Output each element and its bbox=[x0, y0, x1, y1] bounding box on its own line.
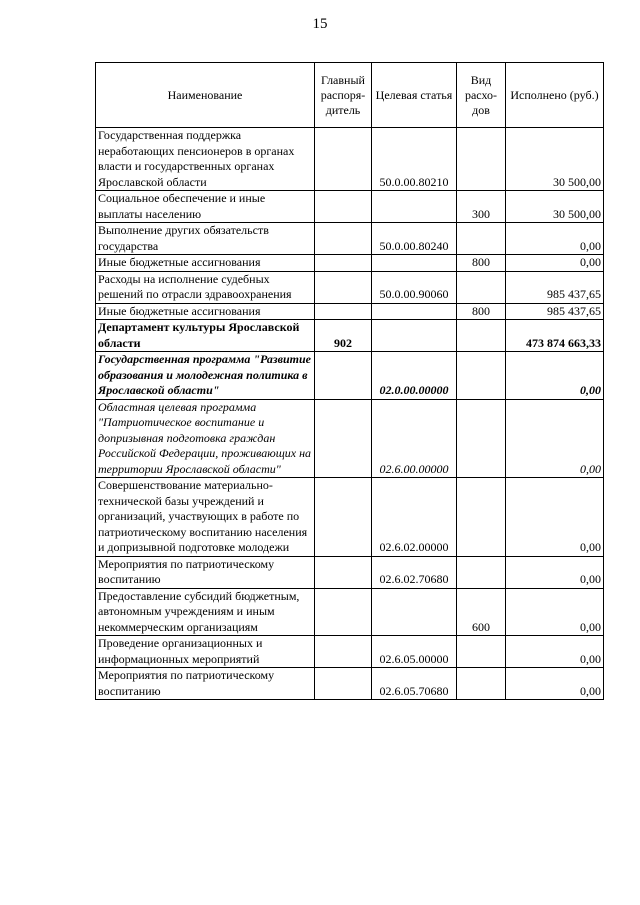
row-name: Проведение организационных и информационных мероприятий bbox=[96, 636, 315, 668]
row-admin bbox=[315, 255, 372, 272]
row-name: Департамент культуры Ярославской области bbox=[96, 320, 315, 352]
table-row bbox=[96, 588, 604, 636]
row-article: 02.0.00.00000 bbox=[372, 352, 457, 400]
row-article bbox=[372, 303, 457, 320]
row-name: Мероприятия по патриотическому воспитанию bbox=[96, 556, 315, 588]
table-row bbox=[96, 271, 604, 303]
table-row bbox=[96, 478, 604, 557]
page-number: 15 bbox=[312, 16, 328, 32]
table-row bbox=[96, 191, 604, 223]
row-amount: 0,00 bbox=[506, 636, 604, 668]
row-type bbox=[457, 636, 506, 668]
row-amount: 0,00 bbox=[506, 556, 604, 588]
table-row bbox=[96, 255, 604, 272]
header-type: Вид расхо-дов bbox=[457, 63, 506, 128]
table-header-row bbox=[96, 63, 604, 128]
row-article: 50.0.00.80240 bbox=[372, 223, 457, 255]
row-article: 02.6.00.00000 bbox=[372, 399, 457, 478]
row-admin bbox=[315, 271, 372, 303]
header-name: Наименование bbox=[96, 63, 315, 128]
table-row bbox=[96, 128, 604, 191]
row-name: Иные бюджетные ассигнования bbox=[96, 303, 315, 320]
row-amount: 0,00 bbox=[506, 668, 604, 700]
row-name: Совершенствование материально-технической базы учреждений и организаций, участвующих в работе по патриотическому воспитанию населения и допризывной подготовке молодежи bbox=[96, 478, 315, 557]
row-admin bbox=[315, 478, 372, 557]
row-name: Областная целевая программа "Патриотическое воспитание и допризывная подготовка граждан Российской Федерации, проживающих на территории Ярославской области" bbox=[96, 399, 315, 478]
row-type: 800 bbox=[457, 303, 506, 320]
row-admin bbox=[315, 399, 372, 478]
row-amount: 0,00 bbox=[506, 352, 604, 400]
row-article: 02.6.05.00000 bbox=[372, 636, 457, 668]
row-type bbox=[457, 352, 506, 400]
row-type bbox=[457, 271, 506, 303]
row-amount: 0,00 bbox=[506, 588, 604, 636]
row-amount: 0,00 bbox=[506, 399, 604, 478]
row-article: 50.0.00.80210 bbox=[372, 128, 457, 191]
row-admin bbox=[315, 223, 372, 255]
row-admin bbox=[315, 128, 372, 191]
row-name: Выполнение других обязательств государства bbox=[96, 223, 315, 255]
row-amount: 30 500,00 bbox=[506, 128, 604, 191]
row-type bbox=[457, 478, 506, 557]
row-article bbox=[372, 320, 457, 352]
table-row bbox=[96, 556, 604, 588]
row-admin bbox=[315, 636, 372, 668]
row-article: 02.6.02.00000 bbox=[372, 478, 457, 557]
row-amount: 985 437,65 bbox=[506, 271, 604, 303]
table-row bbox=[96, 303, 604, 320]
header-admin: Главный распоря-дитель bbox=[315, 63, 372, 128]
table-row-department bbox=[96, 320, 604, 352]
row-admin bbox=[315, 191, 372, 223]
row-amount: 30 500,00 bbox=[506, 191, 604, 223]
table-row bbox=[96, 668, 604, 700]
budget-table bbox=[95, 62, 604, 700]
row-name: Иные бюджетные ассигнования bbox=[96, 255, 315, 272]
row-admin bbox=[315, 588, 372, 636]
row-amount: 0,00 bbox=[506, 478, 604, 557]
row-amount: 985 437,65 bbox=[506, 303, 604, 320]
row-article bbox=[372, 255, 457, 272]
row-admin bbox=[315, 556, 372, 588]
row-type bbox=[457, 320, 506, 352]
table-row bbox=[96, 223, 604, 255]
table-row-subprogram bbox=[96, 399, 604, 478]
row-admin bbox=[315, 668, 372, 700]
row-name: Предоставление субсидий бюджетным, автономным учреждениям и иным некоммерческим организациям bbox=[96, 588, 315, 636]
row-article: 50.0.00.90060 bbox=[372, 271, 457, 303]
row-article bbox=[372, 588, 457, 636]
row-type: 800 bbox=[457, 255, 506, 272]
row-admin: 902 bbox=[315, 320, 372, 352]
row-admin bbox=[315, 303, 372, 320]
row-amount: 473 874 663,33 bbox=[506, 320, 604, 352]
row-amount: 0,00 bbox=[506, 223, 604, 255]
row-type bbox=[457, 668, 506, 700]
row-name: Государственная поддержка неработающих пенсионеров в органах власти и государственных органах Ярославской области bbox=[96, 128, 315, 191]
row-type bbox=[457, 556, 506, 588]
table-row bbox=[96, 636, 604, 668]
row-type: 600 bbox=[457, 588, 506, 636]
row-type bbox=[457, 223, 506, 255]
row-name: Государственная программа "Развитие образования и молодежная политика в Ярославской области" bbox=[96, 352, 315, 400]
header-amount: Исполнено (руб.) bbox=[506, 63, 604, 128]
row-article bbox=[372, 191, 457, 223]
row-name: Мероприятия по патриотическому воспитанию bbox=[96, 668, 315, 700]
row-admin bbox=[315, 352, 372, 400]
row-name: Расходы на исполнение судебных решений по отрасли здравоохранения bbox=[96, 271, 315, 303]
row-type bbox=[457, 128, 506, 191]
row-type: 300 bbox=[457, 191, 506, 223]
table-row-program bbox=[96, 352, 604, 400]
row-type bbox=[457, 399, 506, 478]
row-amount: 0,00 bbox=[506, 255, 604, 272]
row-name: Социальное обеспечение и иные выплаты населению bbox=[96, 191, 315, 223]
header-article: Целевая статья bbox=[372, 63, 457, 128]
row-article: 02.6.02.70680 bbox=[372, 556, 457, 588]
row-article: 02.6.05.70680 bbox=[372, 668, 457, 700]
